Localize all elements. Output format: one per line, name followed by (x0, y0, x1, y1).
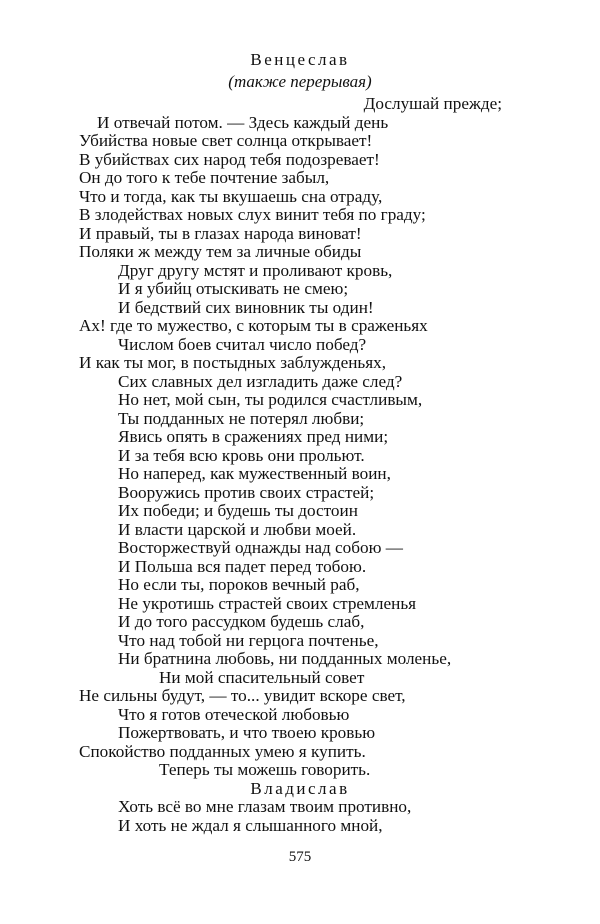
verse-line: И за тебя всю кровь они прольют. (118, 445, 365, 465)
verse-line: Поляки ж между тем за личные обиды (79, 242, 362, 261)
verse-line: И хоть не ждал я слышанного мной, (118, 815, 383, 835)
verse-line: Их победи; и будешь ты достоин (118, 501, 358, 520)
verse-line: И до того рассудком будешь слаб, (118, 612, 365, 631)
verse-line: Восторжествуй однажды над собою — (118, 538, 403, 557)
page-number: 575 (288, 849, 312, 865)
verse-line: Не сильны будут, — то... увидит вскоре свет, (79, 686, 406, 705)
verse-line: Ни мой спасительный совет (159, 667, 365, 687)
verse-line: И правый, ты в глазах народа виноват! (79, 223, 362, 243)
verse-line: И я убийц отыскивать не смею; (118, 279, 349, 298)
verse-line: Друг другу мстят и проливают кровь, (118, 260, 393, 280)
verse-line: Что я готов отеческой любовью (118, 704, 350, 724)
verse-line: Не укротишь страстей своих стремленья (118, 593, 417, 613)
verse-line: Числом боев считал число побед? (118, 334, 367, 354)
verse-line: И как ты мог, в постыдных заблужденьях, (79, 353, 387, 372)
verse-line: И отвечай потом. — Здесь каждый день (97, 112, 389, 132)
verse-line: Теперь ты можешь говорить. (159, 760, 371, 779)
verse-line: Хоть всё во мне глазам твоим противно, (118, 797, 412, 816)
stage-direction: (также перерывая) (228, 72, 372, 91)
verse-line: Ты подданных не потерял любви; (118, 408, 365, 428)
verse-line: Сих славных дел изгладить даже след? (118, 371, 403, 391)
verse-line: Пожертвовать, и что твоею кровью (118, 723, 376, 742)
verse-line: Он до того к тебе почтение забыл, (79, 168, 330, 187)
verse-line: Но наперед, как мужественный воин, (118, 464, 391, 483)
verse-line: Ни братнина любовь, ни подданных моленье, (118, 649, 452, 668)
verse-line: Явись опять в сражениях пред ними; (118, 427, 389, 446)
verse-line: Вооружись против своих страстей; (118, 482, 375, 502)
verse-line: Но нет, мой сын, ты родился счастливым, (118, 390, 423, 409)
verse-line: И бедствий сих виновник ты один! (118, 297, 374, 317)
verse-line: И власти царской и любви моей. (118, 519, 357, 539)
verse-line: Что над тобой ни герцога почтенье, (118, 630, 379, 650)
verse-line: В убийствах сих народ тебя подозревает! (79, 149, 380, 169)
verse-line: Ах! где то мужество, с которым ты в сраженьях (79, 316, 428, 335)
verse-line: Но если ты, пороков вечный раб, (118, 575, 360, 594)
speaker-name-vladislav: Владислав (250, 778, 350, 798)
verse-line: И Польша вся падет перед тобою. (118, 556, 367, 576)
verse-line: В злодействах новых слух винит тебя по граду; (79, 205, 426, 224)
verse-line: Спокойство подданных умею я купить. (79, 741, 366, 761)
verse-line: Убийства новые свет солнца открывает! (79, 131, 373, 150)
verse-line: Дослушай прежде; (363, 94, 502, 113)
verse-line: Что и тогда, как ты вкушаешь сна отраду, (79, 186, 383, 206)
speaker-name-venceslav: Венцеслав (250, 50, 350, 69)
